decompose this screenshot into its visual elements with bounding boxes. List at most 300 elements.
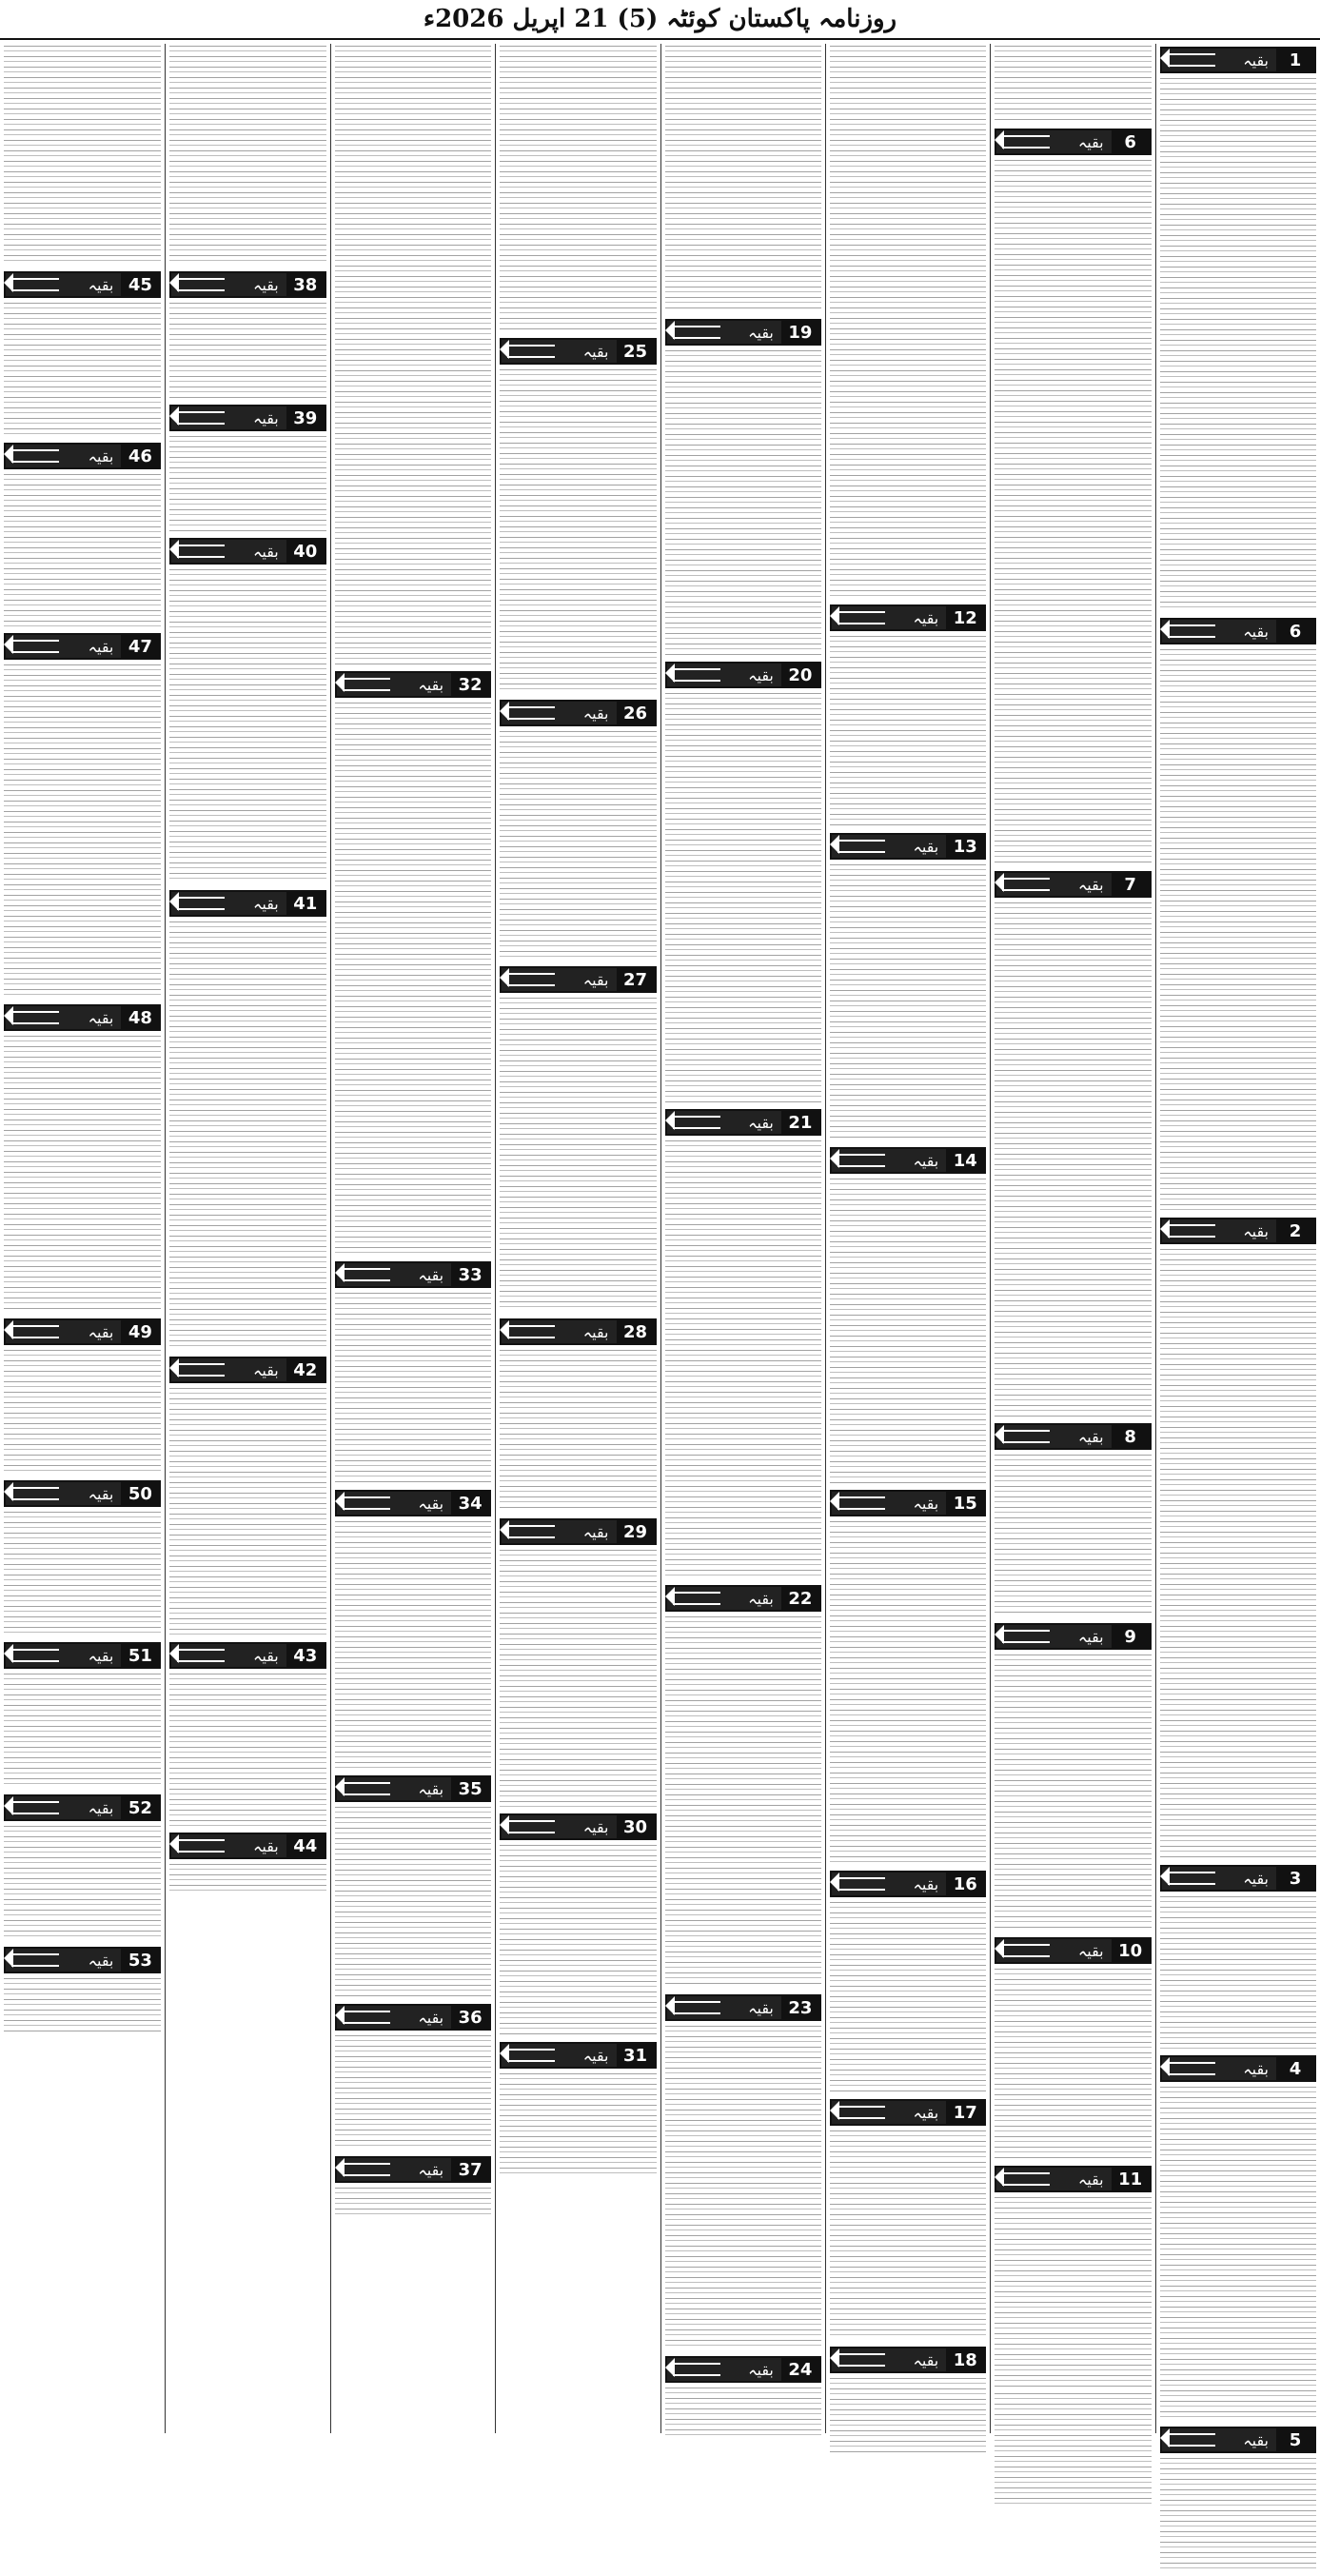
left-arrow-icon xyxy=(1168,53,1215,67)
continuation-badge xyxy=(500,1813,656,1840)
arrow-icon xyxy=(1162,2057,1276,2080)
left-arrow-icon xyxy=(11,1011,59,1024)
article-text xyxy=(335,1807,491,1997)
arrow-icon xyxy=(502,340,616,363)
badge-number: 19 xyxy=(781,321,819,344)
left-arrow-icon xyxy=(837,2353,885,2367)
article-text xyxy=(1160,2458,1316,2572)
column-6 xyxy=(330,44,495,2433)
left-arrow-icon xyxy=(177,1363,225,1377)
badge-number: 8 xyxy=(1112,1425,1150,1448)
article-block xyxy=(169,1354,325,1639)
continuation-badge xyxy=(335,671,491,698)
arrow-icon xyxy=(1162,620,1276,643)
arrow-icon xyxy=(1162,1867,1276,1890)
article-block xyxy=(995,1934,1151,2163)
arrow-icon xyxy=(667,1111,781,1134)
article-text xyxy=(169,1864,325,1892)
article-block xyxy=(1160,1862,1316,2052)
article-text xyxy=(830,636,986,826)
continuation-badge xyxy=(335,2004,491,2031)
badge-number: 11 xyxy=(1112,2168,1150,2190)
badge-number: 21 xyxy=(781,1111,819,1134)
left-arrow-icon xyxy=(11,640,59,653)
badge-label: بقیہ xyxy=(88,446,114,466)
article-block xyxy=(500,335,656,697)
badge-label: بقیہ xyxy=(253,894,279,913)
arrow-icon xyxy=(667,1996,781,2019)
continuation-badge xyxy=(995,1423,1151,1450)
left-arrow-icon xyxy=(507,1325,555,1338)
continuation-badge xyxy=(1160,47,1316,73)
continuation-badge xyxy=(4,443,161,469)
left-arrow-icon xyxy=(837,1877,885,1891)
article-text xyxy=(335,46,491,664)
arrow-icon xyxy=(6,1644,121,1667)
left-arrow-icon xyxy=(673,1592,720,1605)
left-arrow-icon xyxy=(673,668,720,682)
arrow-icon xyxy=(996,873,1111,896)
badge-number: 13 xyxy=(946,835,984,858)
arrow-icon xyxy=(832,2348,946,2371)
article-text xyxy=(1160,78,1316,611)
badge-label: بقیہ xyxy=(253,542,279,561)
badge-label: بقیہ xyxy=(913,1151,939,1170)
left-arrow-icon xyxy=(837,611,885,624)
arrow-icon xyxy=(171,406,286,429)
arrow-icon xyxy=(171,1358,286,1381)
continuation-badge xyxy=(995,1937,1151,1964)
arrow-icon xyxy=(171,892,286,915)
arrow-icon xyxy=(996,1625,1111,1648)
masthead-title: روزنامہ پاکستان کوئٹہ (5) 21 اپریل 2026ء xyxy=(423,5,897,33)
article-block xyxy=(500,44,656,335)
arrow-icon xyxy=(1162,49,1276,71)
arrow-icon xyxy=(171,273,286,296)
arrow-icon xyxy=(337,1263,451,1286)
badge-label: بقیہ xyxy=(88,1008,114,1027)
badge-label: بقیہ xyxy=(1077,875,1104,894)
badge-number: 53 xyxy=(121,1949,159,1972)
left-arrow-icon xyxy=(11,449,59,463)
badge-label: بقیہ xyxy=(1243,1869,1269,1888)
badge-label: بقیہ xyxy=(1243,622,1269,641)
badge-number: 37 xyxy=(451,2158,489,2181)
arrow-icon xyxy=(502,1320,616,1343)
article-text xyxy=(335,2188,491,2216)
article-block xyxy=(335,668,491,1258)
left-arrow-icon xyxy=(673,2363,720,2376)
badge-number: 36 xyxy=(451,2006,489,2029)
badge-label: بقیہ xyxy=(1077,2170,1104,2189)
badge-number: 18 xyxy=(946,2348,984,2371)
column-7 xyxy=(165,44,329,2433)
continuation-badge xyxy=(4,1794,161,1821)
article-block xyxy=(830,2344,986,2458)
arrow-icon xyxy=(502,968,616,991)
arrow-icon xyxy=(832,606,946,629)
continuation-badge xyxy=(995,2166,1151,2192)
badge-label: بقیہ xyxy=(582,2046,609,2065)
article-text xyxy=(995,2393,1151,2507)
continuation-badge xyxy=(500,1518,656,1545)
left-arrow-icon xyxy=(1002,135,1050,149)
article-block xyxy=(1160,44,1316,615)
continuation-badge xyxy=(1160,1865,1316,1892)
left-arrow-icon xyxy=(1002,1944,1050,1957)
badge-label: بقیہ xyxy=(913,837,939,856)
article-text xyxy=(169,436,325,531)
article-text xyxy=(830,46,986,598)
badge-label: بقیہ xyxy=(88,275,114,294)
badge-number: 48 xyxy=(121,1006,159,1029)
column-1 xyxy=(1155,44,1320,2450)
badge-label: بقیہ xyxy=(1243,2059,1269,2078)
article-block xyxy=(4,268,161,440)
left-arrow-icon xyxy=(11,278,59,291)
continuation-badge xyxy=(665,2356,821,2383)
article-block xyxy=(169,535,325,887)
arrow-icon xyxy=(502,1815,616,1838)
article-block xyxy=(995,126,1151,868)
article-text xyxy=(830,1902,986,2092)
left-arrow-icon xyxy=(837,2106,885,2119)
continuation-badge xyxy=(169,1357,325,1383)
arrow-icon xyxy=(337,673,451,696)
badge-label: بقیہ xyxy=(748,665,774,684)
article-block xyxy=(500,1811,656,2039)
article-block xyxy=(335,2153,491,2220)
article-text xyxy=(1160,1896,1316,2049)
arrow-icon xyxy=(832,2101,946,2124)
article-text xyxy=(4,1674,161,1788)
badge-number: 4 xyxy=(1276,2057,1314,2080)
badge-label: بقیہ xyxy=(253,1360,279,1379)
article-block xyxy=(665,44,821,316)
badge-number: 45 xyxy=(121,273,159,296)
badge-label: بقیہ xyxy=(88,1646,114,1665)
article-block xyxy=(995,2391,1151,2511)
badge-number: 29 xyxy=(617,1520,655,1543)
badge-number: 9 xyxy=(1112,1625,1150,1648)
article-text xyxy=(500,1550,656,1807)
continuation-badge xyxy=(830,2099,986,2126)
continuation-badge xyxy=(335,1490,491,1516)
arrow-icon xyxy=(1162,2428,1276,2451)
badge-number: 51 xyxy=(121,1644,159,1667)
badge-number: 42 xyxy=(286,1358,325,1381)
left-arrow-icon xyxy=(11,1649,59,1662)
article-block xyxy=(335,2001,491,2153)
badge-number: 46 xyxy=(121,445,159,467)
left-arrow-icon xyxy=(507,2049,555,2062)
badge-number: 49 xyxy=(121,1320,159,1343)
continuation-badge xyxy=(995,129,1151,155)
article-block xyxy=(4,1944,161,2039)
left-arrow-icon xyxy=(343,2011,390,2024)
left-arrow-icon xyxy=(343,678,390,691)
article-block xyxy=(995,1420,1151,1620)
badge-number: 12 xyxy=(946,606,984,629)
continuation-badge xyxy=(830,1490,986,1516)
article-text xyxy=(4,1826,161,1940)
badge-number: 39 xyxy=(286,406,325,429)
badge-label: بقیہ xyxy=(748,1113,774,1132)
badge-number: 15 xyxy=(946,1492,984,1515)
badge-number: 10 xyxy=(1112,1939,1150,1962)
left-arrow-icon xyxy=(1002,2172,1050,2186)
article-block xyxy=(830,602,986,830)
badge-label: بقیہ xyxy=(582,1322,609,1341)
continuation-badge xyxy=(1160,618,1316,644)
article-block xyxy=(169,44,325,268)
article-block xyxy=(995,868,1151,1420)
arrow-icon xyxy=(337,1777,451,1800)
badge-number: 35 xyxy=(451,1777,489,1800)
badge-number: 28 xyxy=(617,1320,655,1343)
continuation-badge xyxy=(169,405,325,431)
article-block xyxy=(830,44,986,602)
badge-label: بقیہ xyxy=(748,1589,774,1608)
column-5 xyxy=(495,44,660,2433)
arrow-icon xyxy=(6,1006,121,1029)
article-block xyxy=(1160,615,1316,1215)
column-4 xyxy=(660,44,825,2433)
article-block xyxy=(4,1477,161,1639)
arrow-icon xyxy=(832,1873,946,1895)
badge-label: بقیہ xyxy=(582,1522,609,1541)
article-text xyxy=(830,864,986,1140)
badge-number: 43 xyxy=(286,1644,325,1667)
badge-label: بقیہ xyxy=(582,1817,609,1836)
badge-label: بقیہ xyxy=(748,323,774,342)
badge-label: بقیہ xyxy=(1243,1221,1269,1240)
badge-number: 6 xyxy=(1276,620,1314,643)
badge-number: 27 xyxy=(617,968,655,991)
continuation-badge xyxy=(500,966,656,993)
badge-label: بقیہ xyxy=(88,637,114,656)
article-block xyxy=(335,1773,491,2001)
badge-label: بقیہ xyxy=(418,1779,444,1798)
left-arrow-icon xyxy=(11,1487,59,1500)
badge-label: بقیہ xyxy=(1077,1427,1104,1446)
badge-label: بقیہ xyxy=(88,1484,114,1503)
badge-label: بقیہ xyxy=(1077,1627,1104,1646)
arrow-icon xyxy=(171,1834,286,1857)
left-arrow-icon xyxy=(507,973,555,986)
arrow-icon xyxy=(832,1149,946,1172)
left-arrow-icon xyxy=(673,2001,720,2014)
arrow-icon xyxy=(832,1492,946,1515)
arrow-icon xyxy=(6,445,121,467)
badge-label: بقیہ xyxy=(1077,132,1104,151)
continuation-badge xyxy=(665,1994,821,2021)
article-text xyxy=(665,2388,821,2435)
article-block xyxy=(830,1487,986,1868)
article-text xyxy=(169,303,325,398)
article-text xyxy=(335,1521,491,1769)
article-block xyxy=(4,440,161,630)
left-arrow-icon xyxy=(507,1525,555,1538)
badge-number: 14 xyxy=(946,1149,984,1172)
article-block xyxy=(665,1106,821,1582)
badge-number: 24 xyxy=(781,2358,819,2381)
continuation-badge xyxy=(500,2042,656,2069)
badge-label: بقیہ xyxy=(418,675,444,694)
article-block xyxy=(995,2163,1151,2391)
arrow-icon xyxy=(6,635,121,658)
article-block xyxy=(830,830,986,1144)
article-block xyxy=(665,316,821,659)
left-arrow-icon xyxy=(343,1782,390,1795)
article-text xyxy=(665,693,821,1102)
article-text xyxy=(169,46,325,265)
left-arrow-icon xyxy=(1168,624,1215,638)
article-text xyxy=(500,369,656,693)
left-arrow-icon xyxy=(507,1820,555,1833)
article-block xyxy=(169,268,325,402)
article-text xyxy=(1160,2087,1316,2420)
article-text xyxy=(4,1036,161,1312)
badge-label: بقیہ xyxy=(1243,50,1269,69)
article-text xyxy=(995,160,1151,864)
badge-number: 40 xyxy=(286,540,325,563)
badge-number: 7 xyxy=(1112,873,1150,896)
article-text xyxy=(665,1616,821,1988)
article-text xyxy=(500,46,656,331)
continuation-badge xyxy=(169,890,325,917)
left-arrow-icon xyxy=(507,345,555,358)
article-text xyxy=(830,1179,986,1483)
columns-grid xyxy=(0,44,1320,2450)
left-arrow-icon xyxy=(1168,1872,1215,1885)
arrow-icon xyxy=(337,2158,451,2181)
continuation-badge xyxy=(995,871,1151,898)
article-text xyxy=(995,46,1151,122)
badge-number: 25 xyxy=(617,340,655,363)
left-arrow-icon xyxy=(177,545,225,558)
left-arrow-icon xyxy=(1168,2433,1215,2447)
badge-number: 47 xyxy=(121,635,159,658)
left-arrow-icon xyxy=(11,1801,59,1814)
arrow-icon xyxy=(667,664,781,686)
badge-label: بقیہ xyxy=(582,342,609,361)
arrow-icon xyxy=(6,1482,121,1505)
arrow-icon xyxy=(667,2358,781,2381)
left-arrow-icon xyxy=(1168,2062,1215,2075)
badge-number: 50 xyxy=(121,1482,159,1505)
article-block xyxy=(169,887,325,1354)
badge-label: بقیہ xyxy=(418,2160,444,2179)
arrow-icon xyxy=(6,1949,121,1972)
badge-number: 44 xyxy=(286,1834,325,1857)
arrow-icon xyxy=(996,130,1111,153)
left-arrow-icon xyxy=(673,326,720,339)
left-arrow-icon xyxy=(1002,1430,1050,1443)
arrow-icon xyxy=(1162,1219,1276,1242)
article-block xyxy=(169,1830,325,1896)
article-block xyxy=(665,1582,821,1991)
left-arrow-icon xyxy=(343,2163,390,2176)
continuation-badge xyxy=(169,1833,325,1859)
badge-number: 26 xyxy=(617,702,655,724)
arrow-icon xyxy=(667,1587,781,1610)
article-text xyxy=(169,1674,325,1826)
continuation-badge xyxy=(665,1585,821,1612)
article-text xyxy=(830,2130,986,2340)
continuation-badge xyxy=(169,1642,325,1669)
left-arrow-icon xyxy=(11,1325,59,1338)
continuation-badge xyxy=(500,700,656,726)
badge-label: بقیہ xyxy=(418,2008,444,2027)
badge-label: بقیہ xyxy=(913,2350,939,2369)
badge-label: بقیہ xyxy=(913,2103,939,2122)
arrow-icon xyxy=(996,2168,1111,2190)
article-text xyxy=(665,1140,821,1578)
continuation-badge xyxy=(1160,1218,1316,1244)
badge-label: بقیہ xyxy=(913,1874,939,1893)
badge-number: 41 xyxy=(286,892,325,915)
article-text xyxy=(335,2035,491,2150)
continuation-badge xyxy=(995,1623,1151,1650)
article-block xyxy=(500,1516,656,1811)
article-text xyxy=(995,1455,1151,1616)
badge-label: بقیہ xyxy=(88,1322,114,1341)
badge-label: بقیہ xyxy=(418,1494,444,1513)
article-text xyxy=(665,46,821,312)
continuation-badge xyxy=(830,604,986,631)
article-text xyxy=(335,703,491,1255)
article-text xyxy=(995,2197,1151,2388)
continuation-badge xyxy=(830,1147,986,1174)
badge-number: 17 xyxy=(946,2101,984,2124)
article-text xyxy=(500,1845,656,2035)
continuation-badge xyxy=(1160,2055,1316,2082)
article-block xyxy=(4,44,161,268)
continuation-badge xyxy=(335,1261,491,1288)
arrow-icon xyxy=(171,1644,286,1667)
continuation-badge xyxy=(4,1318,161,1345)
continuation-badge xyxy=(4,271,161,298)
left-arrow-icon xyxy=(673,1116,720,1129)
continuation-badge xyxy=(169,271,325,298)
continuation-badge xyxy=(1160,2427,1316,2453)
badge-number: 33 xyxy=(451,1263,489,1286)
masthead xyxy=(0,0,1320,40)
continuation-badge xyxy=(335,1775,491,1802)
badge-number: 20 xyxy=(781,664,819,686)
continuation-badge xyxy=(335,2156,491,2183)
badge-label: بقیہ xyxy=(1077,1941,1104,1960)
arrow-icon xyxy=(171,540,286,563)
arrow-icon xyxy=(667,321,781,344)
article-text xyxy=(665,2026,821,2349)
left-arrow-icon xyxy=(177,1839,225,1853)
left-arrow-icon xyxy=(177,1649,225,1662)
left-arrow-icon xyxy=(1168,1224,1215,1238)
article-block xyxy=(4,630,161,1001)
article-block xyxy=(4,1001,161,1316)
badge-number: 16 xyxy=(946,1873,984,1895)
article-text xyxy=(995,902,1151,1417)
article-text xyxy=(1160,649,1316,1211)
badge-label: بقیہ xyxy=(582,703,609,723)
badge-number: 31 xyxy=(617,2044,655,2067)
badge-label: بقیہ xyxy=(88,1951,114,1970)
article-text xyxy=(1160,1249,1316,1858)
left-arrow-icon xyxy=(11,1953,59,1967)
badge-number: 1 xyxy=(1276,49,1314,71)
